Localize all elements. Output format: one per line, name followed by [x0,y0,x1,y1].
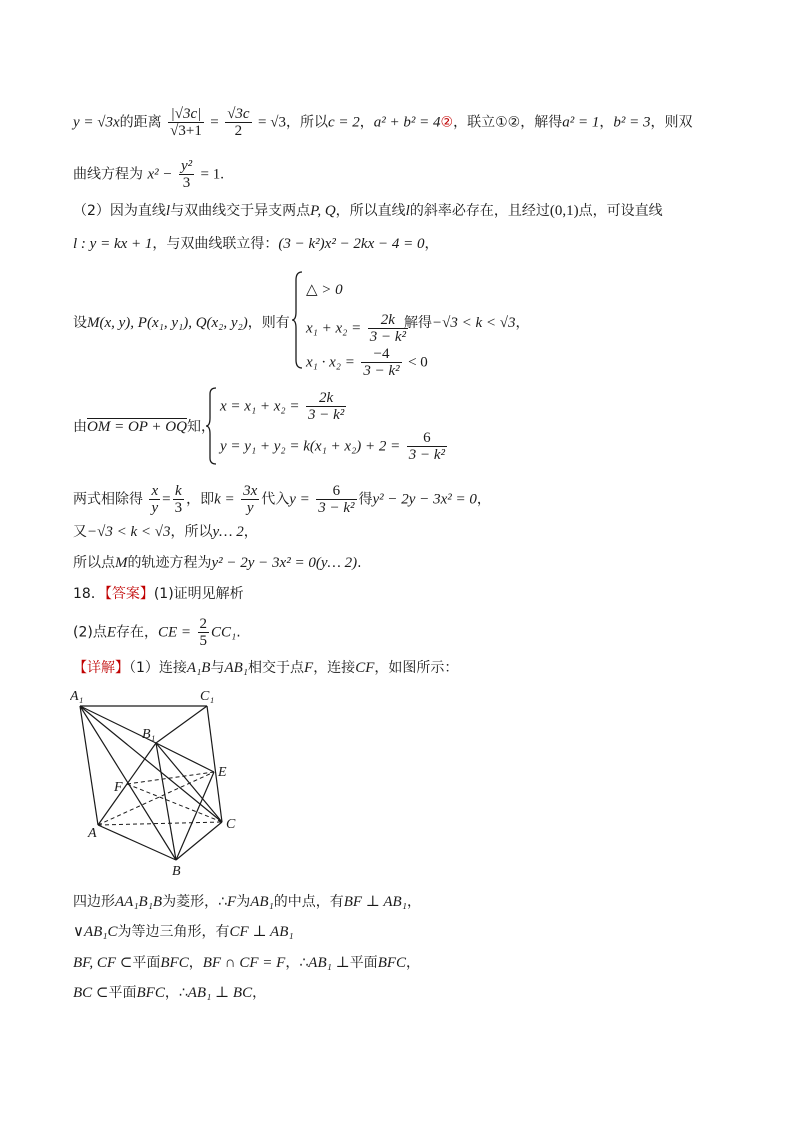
prism-figure [70,688,250,882]
line-3: （2）因为直线l与双曲线交于异支两点P, Q，所以直线l的斜率必存在，且经过(0,1)点，可设直线 [73,203,663,219]
fraction: $\frac{\text{y²}}{3}$ [180,158,193,191]
edge-C1C [207,706,222,822]
line-1: y = √3x的距离 $\frac{|√3c|}{√3+1}$ = $\frac{√3c}{2}$ = √3，所以c = 2，a² + b² = 4②，联立①②，解得a² = 1，b² = 3，则双 [73,106,693,139]
edge-B1E [156,743,214,772]
line-text: y = √3x [73,114,120,131]
label-B1: B₁ [142,727,156,742]
edge-B1C [156,743,222,822]
line-5-tail: 解得−√3 < k < √3， [404,315,530,331]
label-C1: C₁ [200,689,215,704]
proof-line-2: ∨AB₁C为等边三角形，有CF ⊥ AB₁ [73,924,294,940]
fraction: $\frac{|√3c|}{√3+1}$ [170,106,202,139]
line-5: 设M(x, y), P(x₁, y₁), Q(x₂, y₂)，则有 [73,315,290,331]
q18-detail-line: 【详解】（1）连接A₁B与AB₁相交于点F，连接CF，如图所示： [73,660,459,676]
line-2: 曲线方程为 x² − $\frac{\text{y²}}{3}$ = 1. [73,158,225,191]
proof-line-3: BF, CF ⊂平面BFC，BF ∩ CF = F，∴AB₁ ⊥平面BFC， [73,955,421,971]
proof-line-1: 四边形AA₁B₁B为菱形，∴F为AB₁的中点，有BF ⊥ AB₁， [73,894,421,910]
label-B: B [172,864,181,878]
line-text: 的距离 [119,114,162,131]
edge-A1A [80,706,98,825]
edge-A1C [80,706,222,822]
edge-AC-dashed [98,822,222,825]
line-7: 两式相除得 $\frac{x}{y}$ = $\frac{k}{3}$ ，即k = $\frac{3x}{y}$ 代入y = $\frac{6}{\text{3 − k²}}$ 得y² − 2y − 3x² = 0， [73,483,491,516]
proof-line-4: BC ⊂平面BFC，∴AB₁ ⊥ BC， [73,985,267,1001]
prism-diagram [70,688,250,878]
edge-B1B [156,743,176,860]
label-F: F [114,780,123,795]
label-C: C [226,817,236,832]
label-E: E [218,765,227,780]
equation-system-1: △ > 0 x₁ + x₂ = $\frac{2k}{\text{3 − k²}}$ x₁ · x₂ = $\frac{-4}{\text{3 − k²}}$ < 0 [292,270,422,370]
line-6: 由OM = OP + OQ知， [73,419,215,435]
line-4: l : y = kx + 1，与双曲线联立得：(3 − k²)x² − 2kx − 4 = 0， [73,236,439,252]
vector-equation: OM = OP + OQ [87,419,187,435]
q18-answer-line: 18．【答案】(1)证明见解析 [73,586,244,602]
line-8: 又−√3 < k < √3，所以y… 2， [73,524,258,540]
q18-answer-line-2: (2)点E存在，CE = $\frac{2}{5}$ CC₁. [73,616,241,649]
left-brace-icon [292,270,304,370]
line-9: 所以点M的轨迹方程为y² − 2y − 3x² = 0(y… 2). [73,555,362,571]
equation-system-2: x = x₁ + x₂ = $\frac{2k}{\text{3 − k²}}$ y = y₁ + y₂ = k(x₁ + x₂) + 2 = $\frac{6}{\text{3 − k²}}$ [206,386,466,466]
answer-tag: 【答案】 [104,586,154,602]
edge-B1C1 [156,706,207,743]
edge-BC [176,822,222,860]
fraction: $\frac{√3c}{2}$ [227,106,250,139]
label-A1: A₁ [70,689,84,704]
detail-tag: 【详解】 [73,660,129,676]
circled-two: ② [440,114,454,131]
label-A: A [88,826,97,841]
edge-AB [98,825,176,860]
left-brace-icon [206,386,218,466]
